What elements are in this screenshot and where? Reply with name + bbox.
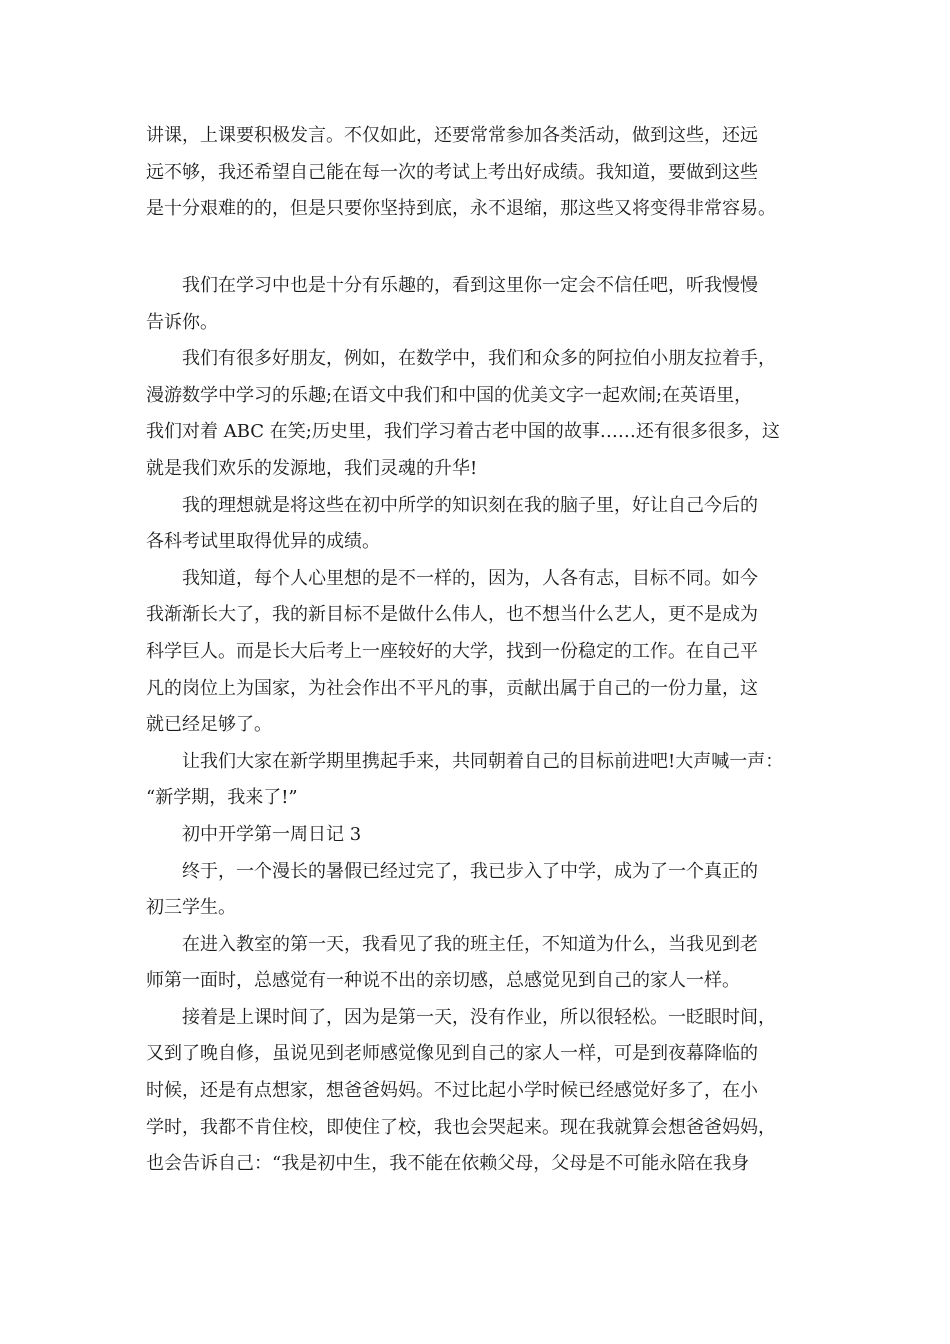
- text-line: 科学巨人。而是长大后考上一座较好的大学，找到一份稳定的工作。在自己平: [146, 640, 758, 662]
- paragraph-first-line: 在进入教室的第一天，我看见了我的班主任，不知道为什么，当我见到老: [182, 933, 758, 955]
- paragraph-first-line: 接着是上课时间了，因为是第一天，没有作业，所以很轻松。一眨眼时间，: [182, 1006, 776, 1028]
- text-line: 我们对着 ABC 在笑;历史里，我们学习着古老中国的故事……还有很多很多，这: [146, 421, 780, 443]
- text-line: 学时，我都不肯住校，即使住了校，我也会哭起来。现在我就算会想爸爸妈妈，: [146, 1116, 776, 1138]
- paragraph-first-line: 让我们大家在新学期里携起手来，共同朝着自己的目标前进吧!大声喊一声：: [182, 750, 784, 772]
- top-paragraph: [146, 118, 810, 228]
- text-line: 告诉你。: [146, 311, 218, 333]
- paragraph-first-line: 我们在学习中也是十分有乐趣的，看到这里你一定会不信任吧，听我慢慢: [182, 275, 758, 296]
- paragraph-first-line: 终于，一个漫长的暑假已经过完了，我已步入了中学，成为了一个真正的: [182, 860, 758, 882]
- text-line: 又到了晚自修，虽说见到老师感觉像见到自己的家人一样，可是到夜幕降临的: [146, 1043, 758, 1065]
- text-line: 就已经足够了。: [146, 714, 272, 736]
- text-line: 也会告诉自己：“我是初中生，我不能在依赖父母，父母是不可能永陪在我身: [146, 1153, 750, 1175]
- text-line: 远不够，我还希望自己能在每一次的考试上考出好成绩。我知道，要做到这些: [146, 161, 758, 183]
- paragraph-first-line: 我的理想就是将这些在初中所学的知识刻在我的脑子里，好让自己今后的: [182, 494, 758, 516]
- text-line: 初三学生。: [146, 897, 236, 919]
- body-text: [146, 268, 810, 1183]
- text-line: 就是我们欢乐的发源地，我们灵魂的升华!: [146, 457, 478, 479]
- text-line: 各科考试里取得优异的成绩。: [146, 531, 380, 553]
- text-line: 漫游数学中学习的乐趣;在语文中我们和中国的优美文字一起欢闹;在英语里，: [146, 384, 753, 406]
- text-line: 师第一面时，总感觉有一种说不出的亲切感，总感觉见到自己的家人一样。: [146, 970, 740, 992]
- text-line: 凡的岗位上为国家，为社会作出不平凡的事，贡献出属于自己的一份力量，这: [146, 677, 758, 699]
- paragraph-first-line: 我知道，每个人心里想的是不一样的，因为，人各有志，目标不同。如今: [182, 567, 758, 589]
- text-line: 我渐渐长大了，我的新目标不是做什么伟人，也不想当什么艺人，更不是成为: [146, 604, 758, 626]
- text-line: 时候，还是有点想家，想爸爸妈妈。不过比起小学时候已经感觉好多了，在小: [146, 1080, 758, 1102]
- text-line: 是十分艰难的的，但是只要你坚持到底，永不退缩，那这些又将变得非常容易。: [146, 198, 776, 220]
- text-line: 讲课，上课要积极发言。不仅如此，还要常常参加各类活动，做到这些，还远: [146, 125, 758, 146]
- text-line: “新学期，我来了!”: [146, 787, 298, 809]
- paragraph-first-line: 我们有很多好朋友，例如，在数学中，我们和众多的阿拉伯小朋友拉着手，: [182, 348, 776, 370]
- section-heading: 初中开学第一周日记 3: [182, 823, 362, 845]
